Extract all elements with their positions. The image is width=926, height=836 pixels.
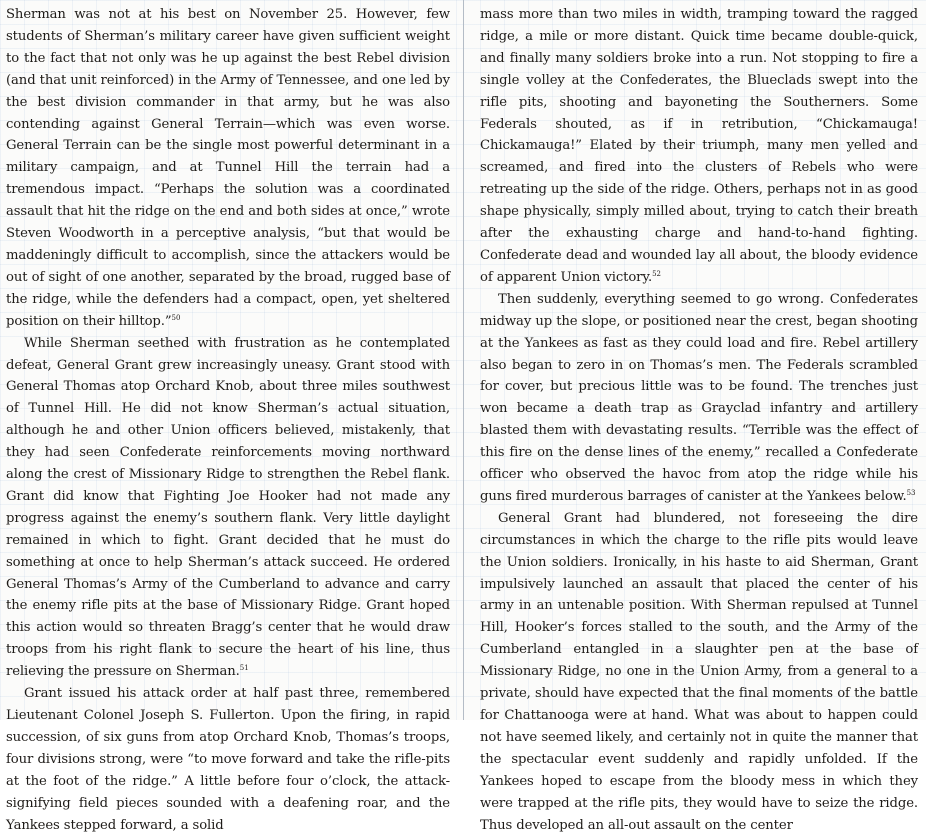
paragraph-text: While Sherman seethed with frustration as he contemplated defeat, General Grant grew increasingly uneasy. Grant stood with General Thomas atop Orchard Knob, about three miles southwest of Tunnel Hill. He did not know Sherman’s actual situation, although he and other Union officers believed, mistakenly, that they had seen Confederate reinforcements moving northward along the crest of Missionary Ridge to strengthen the Rebel flank. Grant did know that Fighting Joe Hooker had not made any progress against the enemy’s southern flank. Very little daylight remained in which to fight. Grant decided that he must do something at once to help Sherman’s attack succeed. He ordered General Thomas’s Army of the Cumberland to advance and carry the enemy rifle pits at the base of Missionary Ridge. Grant hoped this action would so threaten Bragg’s center that he would draw troops from his right flank to secure the heart of his line, thus relieving the pressure on Sherman. [6, 335, 450, 680]
paragraph-attack-order [6, 683, 450, 836]
paragraph-text: Then suddenly, everything seemed to go wrong. Confederates midway up the slope, or positioned near the crest, began shooting at the Yankees as fast as they could load and fire. Rebel artillery also began to zero in on Thomas’s men. The Federals scrambled for cover, but precious little was to be found. The trenches just won became a death trap as Grayclad infantry and artillery blasted them with devastating results. “Terrible was the effect of this fire on the dense lines of the enemy,” recalled a Confederate officer who observed the havoc from atop the ridge while his guns fired murderous barrages of canister at the Yankees below. [480, 291, 918, 504]
footnote-ref: 53 [906, 488, 916, 497]
footnote-ref: 52 [652, 269, 661, 278]
paragraph-grant-uneasy [6, 333, 450, 684]
paragraph-text: General Grant had blundered, not foreseeing the dire circumstances in which the charge to the rifle pits would leave the Union soldiers. Ironically, in his haste to aid Sherman, Grant impulsively launched an assault that placed the center of his army in an untenable position. With Sherman repulsed at Tunnel Hill, Hooker’s forces stalled to the south, and the Army of the Cumberland entangled in a slaughter pen at the base of Missionary Ridge, no one in the Union Army, from a general to a private, should have expected that the final moments of the battle for Chattanooga were at hand. What was about to happen could not have seemed likely, and certainly not in quite the manner that the spectacular event suddenly and rapidly unfolded. If the Yankees hoped to escape from the bloody mess in which they were trapped at the rifle pits, they would have to seize the ridge. Thus developed an all-out assault on the center [480, 510, 918, 833]
footnote-ref: 51 [239, 664, 249, 673]
paragraph-everything-wrong [480, 289, 918, 508]
paragraph-text: Grant issued his attack order at half past three, remembered Lieutenant Colonel Joseph S. Fullerton. Upon the firing, in rapid succession, of six guns from atop Orchard Knob, Thomas’s troops, four divisions strong, were “to move forward and take the rifle-pits at the foot of the ridge.” A little before four o’clock, the attack-signifying field pieces sounded with a deafening roar, and the Yankees stepped forward, a solid [6, 686, 450, 833]
paragraph-grant-blundered [480, 508, 918, 836]
paragraph-text: mass more than two miles in width, tramping toward the ragged ridge, a mile or more distant. Quick time became double-quick, and finally many soldiers broke into a run. Not stopping to fire a single volley at the Confederates, the Blueclads swept into the rifle pits, shooting and bayoneting the Southerners. Some Federals shouted, as if in retribution, “Chickamauga! Chickamauga!” Elated by their triumph, many men yelled and screamed, and fired into the clusters of Rebels who were retreating up the side of the ridge. Others, perhaps not in as good shape physically, simply milled about, trying to catch their breath after the exhausting charge and hand-to-hand fighting. Confederate dead and wounded lay all about, the bloody evidence of apparent Union victory. [480, 7, 918, 285]
paragraph-sherman-terrain [6, 4, 450, 333]
column-divider [463, 0, 464, 720]
left-text-column [0, 0, 456, 833]
paragraph-rifle-pits-charge [480, 4, 918, 289]
right-text-column [470, 0, 926, 833]
footnote-ref: 50 [171, 313, 181, 322]
paragraph-text: Sherman was not at his best on November 25. However, few students of Sherman’s military career have given sufficient weight to the fact that not only was he up against the best Rebel division (and that unit reinforced) in the Army of Tennessee, and one led by the best division commander in that army, but he was also contending against General Terrain—which was even worse. General Terrain can be the single most powerful determinant in a military campaign, and at Tunnel Hill the terrain had a tremendous impact. “Perhaps the solution was a coordinated assault that hit the ridge on the end and both sides at once,” wrote Steven Woodworth in a perceptive analysis, “but that would be maddeningly difficult to accomplish, since the attackers would be out of sight of one another, separated by the broad, rugged base of the ridge, while the defenders had a compact, open, yet sheltered position on their hilltop.” [6, 7, 450, 329]
